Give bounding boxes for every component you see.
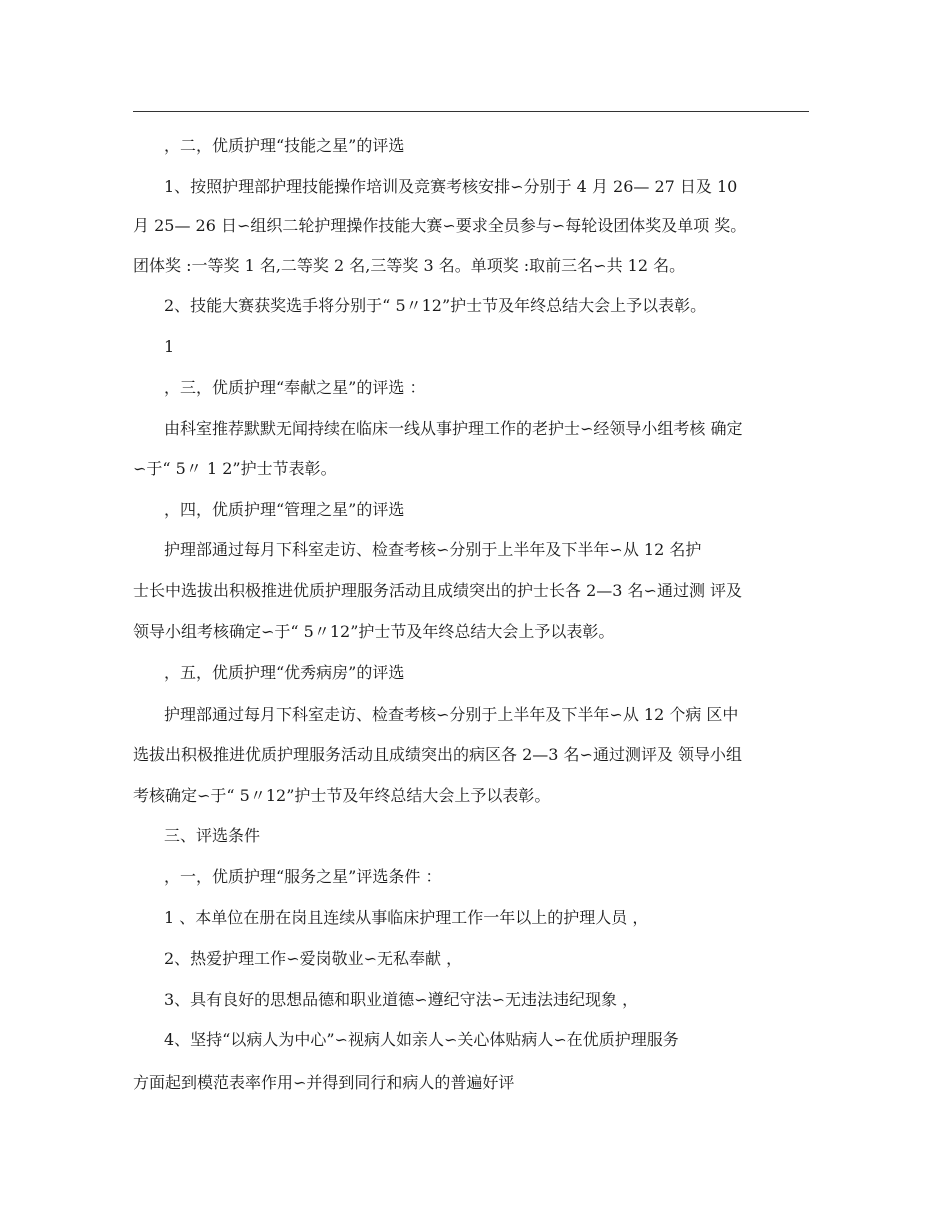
criteria-item: 3、具有良好的思想品德和职业道德∽遵纪守法∽无违法违纪现象 ， — [164, 990, 639, 1009]
paragraph-line: 方面起到模范表率作用∽并得到同行和病人的普遍好评 — [133, 1073, 515, 1092]
paragraph-line: 2、技能大赛获奖选手将分别于“ 5〃12”护士节及年终总结大会上予以表彰。 — [164, 296, 707, 315]
paragraph-line: 领导小组考核确定∽于“ 5〃12”护士节及年终总结大会上予以表彰。 — [133, 622, 615, 641]
paragraph-line: 1、按照护理部护理技能操作培训及竞赛考核安排∽分别于 4 月 26— 27 日及 10 — [164, 177, 738, 196]
header-rule — [133, 111, 809, 112]
section-heading-skill-star: ，二，优质护理“技能之星”的评选 — [164, 136, 405, 155]
page-number: 1 — [164, 337, 175, 356]
paragraph-line: 考核确定∽于“ 5〃12”护士节及年终总结大会上予以表彰。 — [133, 786, 551, 805]
paragraph-line: 护理部通过每月下科室走访、检查考核∽分别于上半年及下半年∽从 12 名护 — [164, 540, 702, 559]
criteria-item: 2、热爱护理工作∽爱岗敬业∽无私奉献 ， — [164, 949, 463, 968]
subsection-heading-service-star: ，一，优质护理“服务之星”评选条件 ： — [164, 867, 442, 886]
section-heading-management-star: ，四，优质护理“管理之星”的评选 — [164, 500, 405, 519]
criteria-item: 1 、本单位在册在岗且连续从事临床护理工作一年以上的护理人员 ， — [164, 908, 649, 927]
paragraph-line: 月 25— 26 日∽组织二轮护理操作技能大赛∽要求全员参与∽每轮设团体奖及单项 奖。 — [133, 216, 747, 235]
criteria-item: 4、坚持“以病人为中心”∽视病人如亲人∽关心体贴病人∽在优质护理服务 — [164, 1030, 679, 1049]
paragraph-line: 士长中选拔出积极推进优质护理服务活动且成绩突出的护士长各 2—3 名∽通过测 评及 — [133, 581, 743, 600]
paragraph-line: 由科室推荐默默无闻持续在临床一线从事护理工作的老护士∽经领导小组考核 确定 — [164, 419, 743, 438]
paragraph-line: 护理部通过每月下科室走访、检查考核∽分别于上半年及下半年∽从 12 个病 区中 — [164, 705, 739, 724]
section-heading-criteria: 三、评选条件 — [164, 826, 261, 845]
paragraph-line: ∽于“ 5〃 1 2”护士节表彰。 — [133, 459, 337, 478]
paragraph-line: 团体奖 :一等奖 1 名,二等奖 2 名,三等奖 3 名。单项奖 :取前三名∽共 12 名。 — [133, 256, 686, 275]
section-heading-excellent-ward: ，五，优质护理“优秀病房”的评选 — [164, 663, 405, 682]
paragraph-line: 选拔出积极推进优质护理服务活动且成绩突出的病区各 2—3 名∽通过测评及 领导小组 — [133, 745, 743, 764]
section-heading-dedication-star: ，三，优质护理“奉献之星”的评选 ： — [164, 378, 426, 397]
